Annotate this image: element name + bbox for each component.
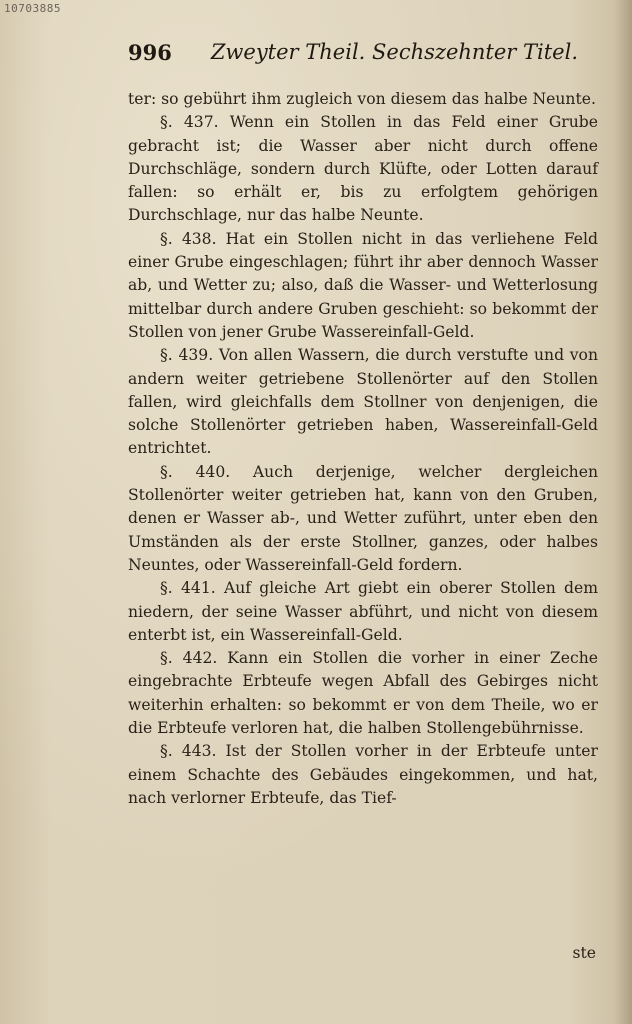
paragraph-441: §. 441. Auf gleiche Art giebt ein oberer Stollen dem niedern, der seine Wasser abführt, und nicht von diesem enterbt ist, ein Wassereinfall-Geld.: [128, 579, 598, 644]
paragraph-439: §. 439. Von allen Wassern, die durch verstufte und von andern weiter getriebene Stollenörter auf den Stollen fallen, wird gleichfalls dem Stollner von denjenigen, die solche Stollenörter getrieben haben, Wassereinfall-Geld entrichtet.: [128, 346, 598, 458]
catalog-stamp: 10703885: [4, 2, 61, 15]
catchword: ste: [572, 944, 596, 962]
paragraph-438: §. 438. Hat ein Stollen nicht in das verliehene Feld einer Grube eingeschlagen; führt ihr aber dennoch Wasser ab, und Wetter zu; also, daß die Wasser- und Wetterlosung mittelbar durch andere Gruben geschieht: so bekommt der Stollen von jener Grube Wassereinfall-Geld.: [128, 229, 598, 341]
running-title: Zweyter Theil. Sechszehnter Titel.: [210, 40, 578, 64]
paragraph-continuation: ter: so gebührt ihm zugleich von diesem das halbe Neunte.: [128, 90, 596, 108]
paragraph-442: §. 442. Kann ein Stollen die vorher in einer Zeche eingebrachte Erbteufe wegen Abfall des Gebirges nicht weiterhin erhalten: so bekommt er von dem Theile, wo er die Erbteufe verloren hat, die halben Stollengebührnisse.: [128, 649, 598, 738]
running-head: [128, 40, 578, 80]
paragraph-443: §. 443. Ist der Stollen vorher in der Erbteufe unter einem Schachte des Gebäudes eingekommen, und hat, nach verlorner Erbteufe, das Tief-: [128, 742, 598, 807]
page-number: 996: [128, 40, 172, 65]
paragraph-437: §. 437. Wenn ein Stollen in das Feld einer Grube gebracht ist; die Wasser aber nicht durch offene Durchschläge, sondern durch Klüfte, oder Lotten darauf fallen: so erhält er, bis zu erfolgtem gehörigen Durchschlage, nur das halbe Neunte.: [128, 113, 598, 225]
page-body: [128, 88, 598, 810]
page-edge-shadow: [614, 0, 632, 1024]
paragraph-440: §. 440. Auch derjenige, welcher dergleichen Stollenörter weiter getrieben hat, kann von den Gruben, denen er Wasser ab-, und Wetter zuführt, unter eben den Umständen als der erste Stollner, ganzes, oder halbes Neuntes, oder Wassereinfall-Geld fordern.: [128, 462, 598, 574]
